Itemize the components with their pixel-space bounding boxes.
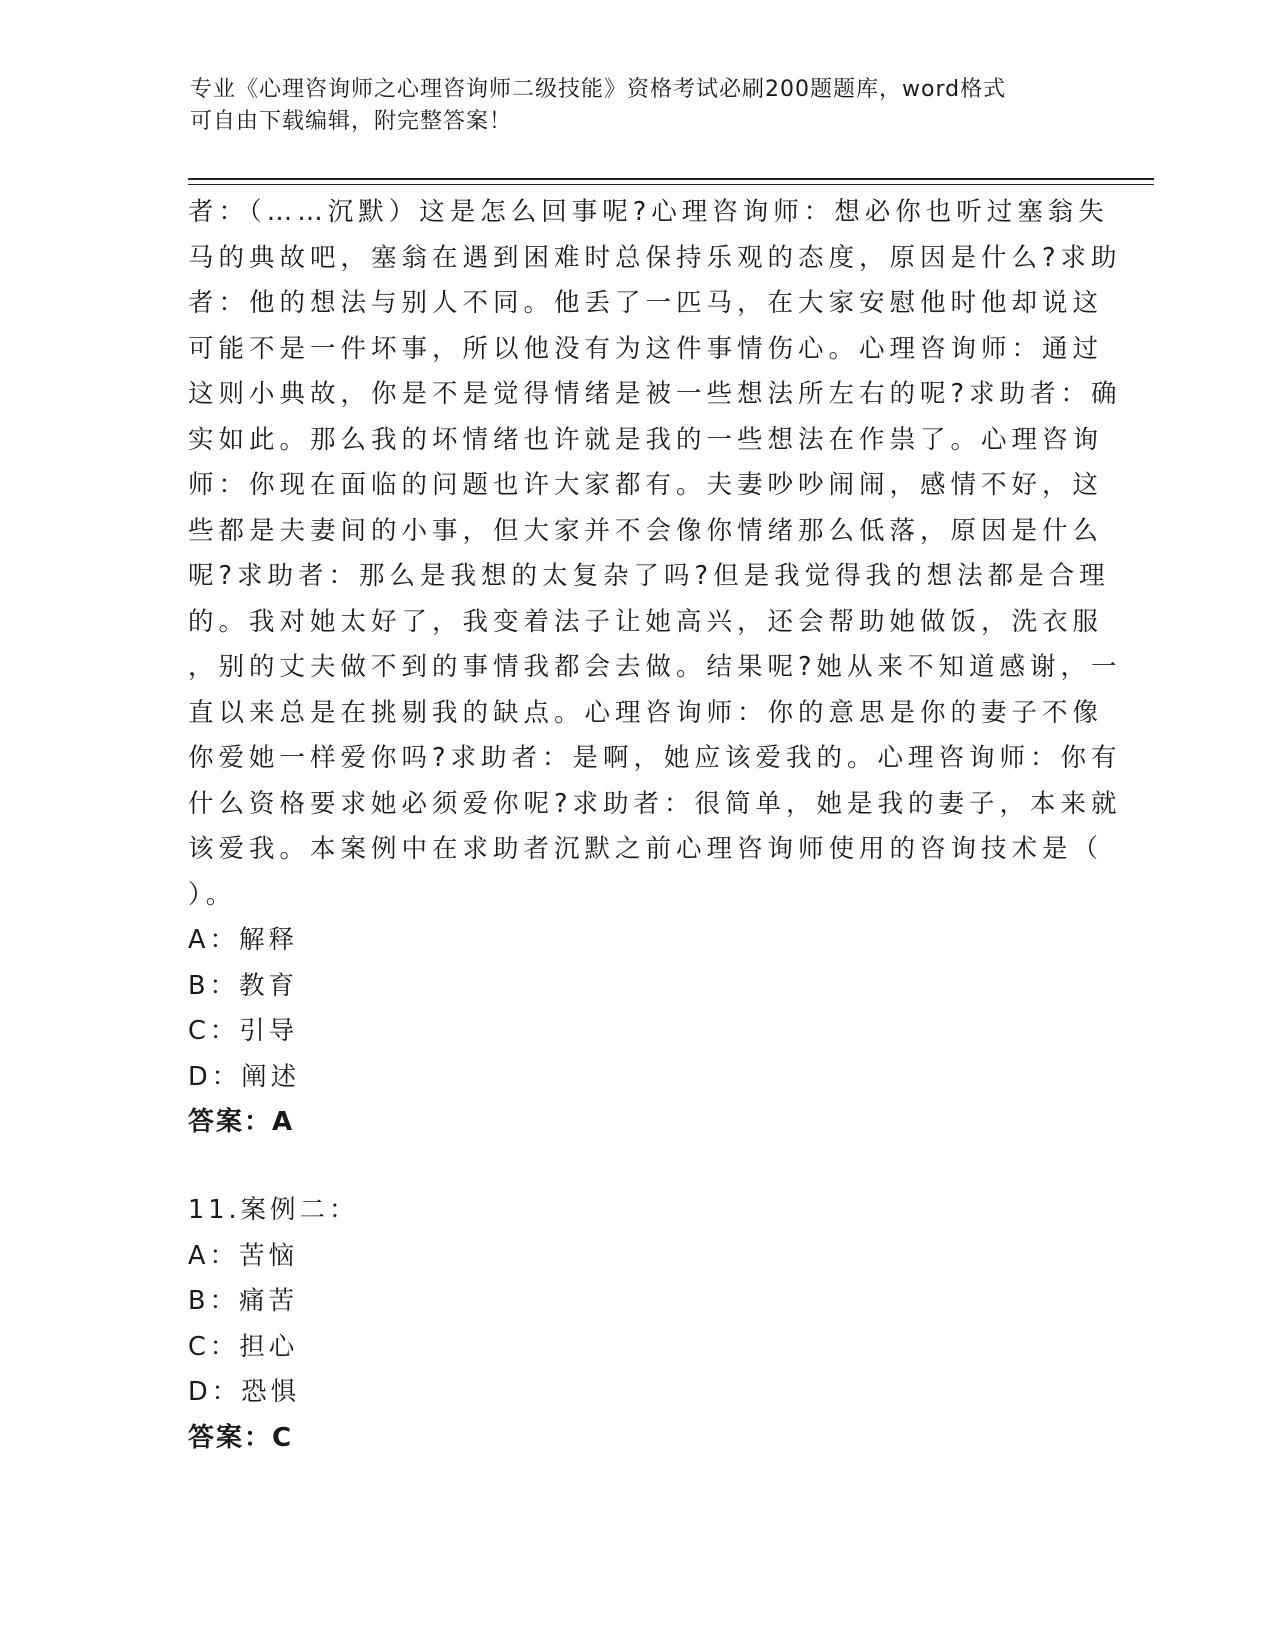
question-title: 11.案例二： bbox=[188, 1195, 359, 1225]
question-text-line: 者：他的想法与别人不同。他丢了一匹马，在大家安慰他时他却说这 bbox=[188, 288, 1104, 318]
question-text-line: 什么资格要求她必须爱你呢?求助者：很简单，她是我的妻子，本来就 bbox=[188, 788, 1122, 819]
option-d: D：阐述 bbox=[188, 1061, 301, 1092]
header-divider-thick bbox=[188, 178, 1154, 180]
header-line-1: 专业《心理咨询师之心理咨询师二级技能》资格考试必刷200题题库，word格式 bbox=[190, 77, 1007, 102]
question-text-line: 马的典故吧，塞翁在遇到困难时总保持乐观的态度，原因是什么?求助 bbox=[188, 242, 1122, 273]
question-text-line: ，别的丈夫做不到的事情我都会去做。结果呢?她从来不知道感谢，一 bbox=[188, 652, 1122, 682]
question-text-line: 实如此。那么我的坏情绪也许就是我的一些想法在作祟了。心理咨询 bbox=[188, 424, 1104, 455]
answer-label: 答案：C bbox=[188, 1422, 294, 1453]
question-text-line: 者：（……沉默）这是怎么回事呢?心理咨询师：想必你也听过塞翁失 bbox=[188, 197, 1109, 227]
question-text-line: 直以来总是在挑剔我的缺点。心理咨询师：你的意思是你的妻子不像 bbox=[188, 697, 1104, 728]
question-text-line: 呢?求助者：那么是我想的太复杂了吗?但是我觉得我的想法都是合理 bbox=[188, 561, 1110, 591]
option-a: A：苦恼 bbox=[188, 1240, 298, 1271]
option-c: C：引导 bbox=[188, 1016, 299, 1046]
option-d: D：恐惧 bbox=[188, 1377, 301, 1407]
question-10 bbox=[188, 190, 1122, 1146]
question-text-line: 可能不是一件坏事，所以他没有为这件事情伤心。心理咨询师：通过 bbox=[188, 333, 1104, 364]
question-text-line: 该爱我。本案例中在求助者沉默之前心理咨询师使用的咨询技术是（ bbox=[188, 834, 1104, 864]
document-header bbox=[190, 74, 1070, 138]
option-c: C：担心 bbox=[188, 1331, 299, 1362]
header-line-2: 可自由下载编辑，附完整答案！ bbox=[190, 109, 513, 134]
option-b: B：痛苦 bbox=[188, 1286, 298, 1316]
question-text-line: 你爱她一样爱你吗?求助者：是啊，她应该爱我的。心理咨询师：你有 bbox=[188, 743, 1122, 773]
option-b: B：教育 bbox=[188, 970, 298, 1001]
question-text-line: 些都是夫妻间的小事，但大家并不会像你情绪那么低落，原因是什么 bbox=[188, 515, 1104, 546]
header-divider-thin bbox=[188, 184, 1154, 185]
question-11 bbox=[188, 1188, 1068, 1461]
question-text-line: ）。 bbox=[188, 879, 237, 910]
answer-label: 答案：A bbox=[188, 1107, 295, 1137]
question-text-line: 师：你现在面临的问题也许大家都有。夫妻吵吵闹闹，感情不好，这 bbox=[188, 470, 1104, 500]
option-a: A：解释 bbox=[188, 925, 298, 955]
question-text-line: 的。我对她太好了，我变着法子让她高兴，还会帮助她做饭，洗衣服 bbox=[188, 606, 1104, 637]
question-text-line: 这则小典故，你是不是觉得情绪是被一些想法所左右的呢?求助者：确 bbox=[188, 379, 1122, 409]
